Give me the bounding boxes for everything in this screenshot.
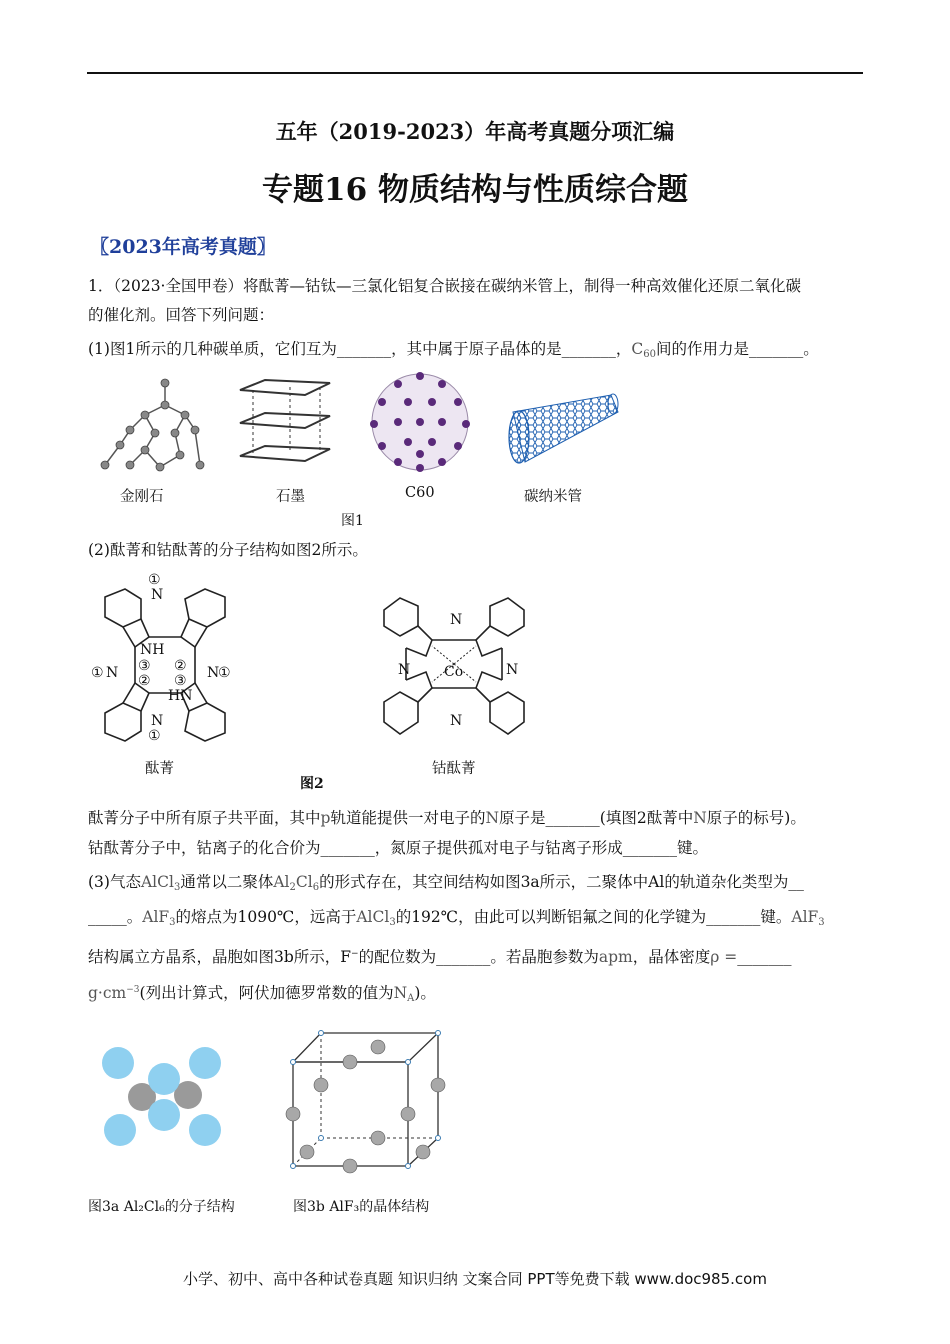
- label-3-a: ③: [138, 658, 151, 674]
- label-2-a: ②: [174, 658, 187, 674]
- q1-text-b: 间的作用力是_______。: [655, 340, 819, 358]
- c60-sub: 60: [643, 349, 656, 360]
- top-rule: [87, 72, 863, 74]
- alf3-formula: AlF$_3$: [142, 908, 176, 928]
- label-c60: C60: [405, 485, 435, 501]
- co-label-n-right: N: [506, 662, 519, 678]
- al2cl6-text: Al: [273, 873, 290, 891]
- fig3b-caption: 图3b AlF₃的晶体结构: [293, 1199, 430, 1215]
- alf3-text: AlF: [142, 908, 170, 926]
- c60-formula: [631, 340, 656, 358]
- q3-l4: (列出计算式，阿伏加德罗常数的值为: [139, 984, 394, 1002]
- q3-line-1: [88, 872, 804, 898]
- label-cobalt-phthalocyanine: 钴酞菁: [432, 761, 476, 777]
- intro-line-2: 的催化剂。回答下列问题：: [88, 306, 275, 324]
- footer-text: 小学、初中、高中各种试卷真题 知识归纳 文案合同 PPT等免费下载 www.doc985.com: [183, 1270, 767, 1288]
- al2cl6-formula: $Al_2Cl_6$: [273, 873, 320, 893]
- graphite-figure: [235, 375, 335, 470]
- alcl3-formula: AlCl$_3$: [140, 873, 181, 893]
- q2-n-atom-2: N: [693, 809, 707, 827]
- co-label-co: Co: [444, 664, 464, 680]
- diamond-figure: [100, 375, 210, 475]
- label-n-left: N: [106, 665, 119, 681]
- q3-line-3: 结构属立方晶系，晶胞如图3b所示，F−的配位数为_______。若晶胞参数为apm，晶体密度ρ =_______: [88, 948, 792, 966]
- label-2-b: ②: [138, 673, 151, 689]
- q3-l1-c: 的形式存在，其空间结构如图3a所示，二聚体中Al的轨道杂化类型为__: [319, 873, 804, 891]
- na-sub: A: [407, 993, 415, 1004]
- al2cl6-figure: [100, 1045, 225, 1155]
- rho-symbol: ρ =: [710, 948, 738, 966]
- na-symbol: [394, 984, 415, 1002]
- q2-t1-d: 原子的标号)。: [706, 809, 806, 827]
- q2-p-orbital: p: [320, 809, 331, 827]
- alcl3-text: AlCl: [140, 873, 174, 891]
- alcl3-text-2: AlCl: [356, 908, 390, 926]
- q3-line-2: [88, 907, 825, 933]
- q3-l3-d: _______: [737, 948, 792, 966]
- q2-n-atom: N: [485, 809, 500, 827]
- label-1-right: ①: [218, 665, 231, 681]
- q3-l4-end: )。: [414, 984, 436, 1002]
- page-subtitle: 五年（2019-2023）年高考真题分项汇编: [275, 119, 675, 144]
- q1-line: [88, 339, 819, 365]
- q2-text-line-1: [88, 808, 806, 828]
- co-label-n-bottom: N: [450, 713, 463, 729]
- unit-text: g·cm: [88, 984, 127, 1002]
- label-1-left: ①: [91, 665, 104, 681]
- alf3-text-2: AlF: [791, 908, 819, 926]
- intro-line-1: 1．（2023·全国甲卷）将酞菁—钴钛—三氯化铝复合嵌接在碳纳米管上，制得一种高效催化还原二氧化碳: [88, 277, 801, 295]
- q2-line: (2)酞菁和钴酞菁的分子结构如图2所示。: [88, 541, 368, 559]
- label-graphite: 石墨: [276, 489, 305, 505]
- q3-l1-a: (3)气态: [88, 873, 141, 891]
- q3-l1-b: 通常以二聚体: [180, 873, 274, 891]
- q1-text-a: (1)图1所示的几种碳单质，它们互为_______，其中属于原子晶体的是_______，: [88, 340, 632, 358]
- nanotube-figure: [503, 390, 623, 470]
- q3-l3-b: 的配位数为_______。若晶胞参数为: [358, 948, 599, 966]
- label-3-b: ③: [174, 673, 187, 689]
- label-n-bottom: N: [151, 713, 164, 729]
- c60-figure: [368, 370, 473, 475]
- alcl3-formula-2: AlCl$_3$: [356, 908, 396, 928]
- q3-line-4: [88, 980, 436, 1009]
- apm-value: apm: [598, 948, 633, 966]
- label-hn: HN: [168, 688, 193, 704]
- label-phthalocyanine: 酞菁: [145, 761, 174, 777]
- q3-l2-b: 的熔点为1090℃，远高于: [175, 908, 357, 926]
- label-n-right: N: [207, 665, 220, 681]
- label-nanotube: 碳纳米管: [524, 489, 582, 505]
- fig1-caption: 图1: [341, 513, 364, 529]
- q3-l2-a: _____。: [88, 908, 143, 926]
- unit-sup: −3: [126, 985, 140, 995]
- label-diamond: 金刚石: [120, 489, 164, 505]
- q2-text-line-2: 钴酞菁分子中，钴离子的化合价为_______，氮原子提供孤对电子与钴离子形成_______键。: [88, 839, 709, 857]
- q2-t1-b: 轨道能提供一对电子的: [330, 809, 486, 827]
- section-heading: 〖2023年高考真题〗: [90, 236, 276, 258]
- q3-l3-c: ，晶体密度: [632, 948, 711, 966]
- label-n-top: N: [151, 587, 164, 603]
- c60-letter: C: [631, 340, 644, 358]
- co-label-n-top: N: [450, 612, 463, 628]
- na-letter: N: [393, 984, 408, 1002]
- q3-l2-c: 的192℃，由此可以判断铝氟之间的化学键为_______键。: [395, 908, 792, 926]
- q3-l3-a: 结构属立方晶系，晶胞如图3b所示，F: [88, 948, 352, 966]
- q2-t1-c: 原子是_______(填图2酞菁中: [499, 809, 694, 827]
- fig3a-caption: 图3a Al₂Cl₆的分子结构: [88, 1199, 235, 1215]
- label-1-bottom: ①: [148, 728, 161, 744]
- page-title: 专题16 物质结构与性质综合题: [262, 172, 688, 208]
- q2-t1-a: 酞菁分子中所有原子共平面，其中: [88, 809, 321, 827]
- label-1-top: ①: [148, 572, 161, 588]
- label-nh: NH: [140, 642, 165, 658]
- alf3-formula-2: AlF$_3$: [791, 908, 825, 928]
- co-label-n-left: N: [398, 662, 411, 678]
- density-unit: [88, 984, 140, 1002]
- alf3-cell-figure: [288, 1030, 448, 1170]
- fig2-caption: 图2: [300, 776, 324, 792]
